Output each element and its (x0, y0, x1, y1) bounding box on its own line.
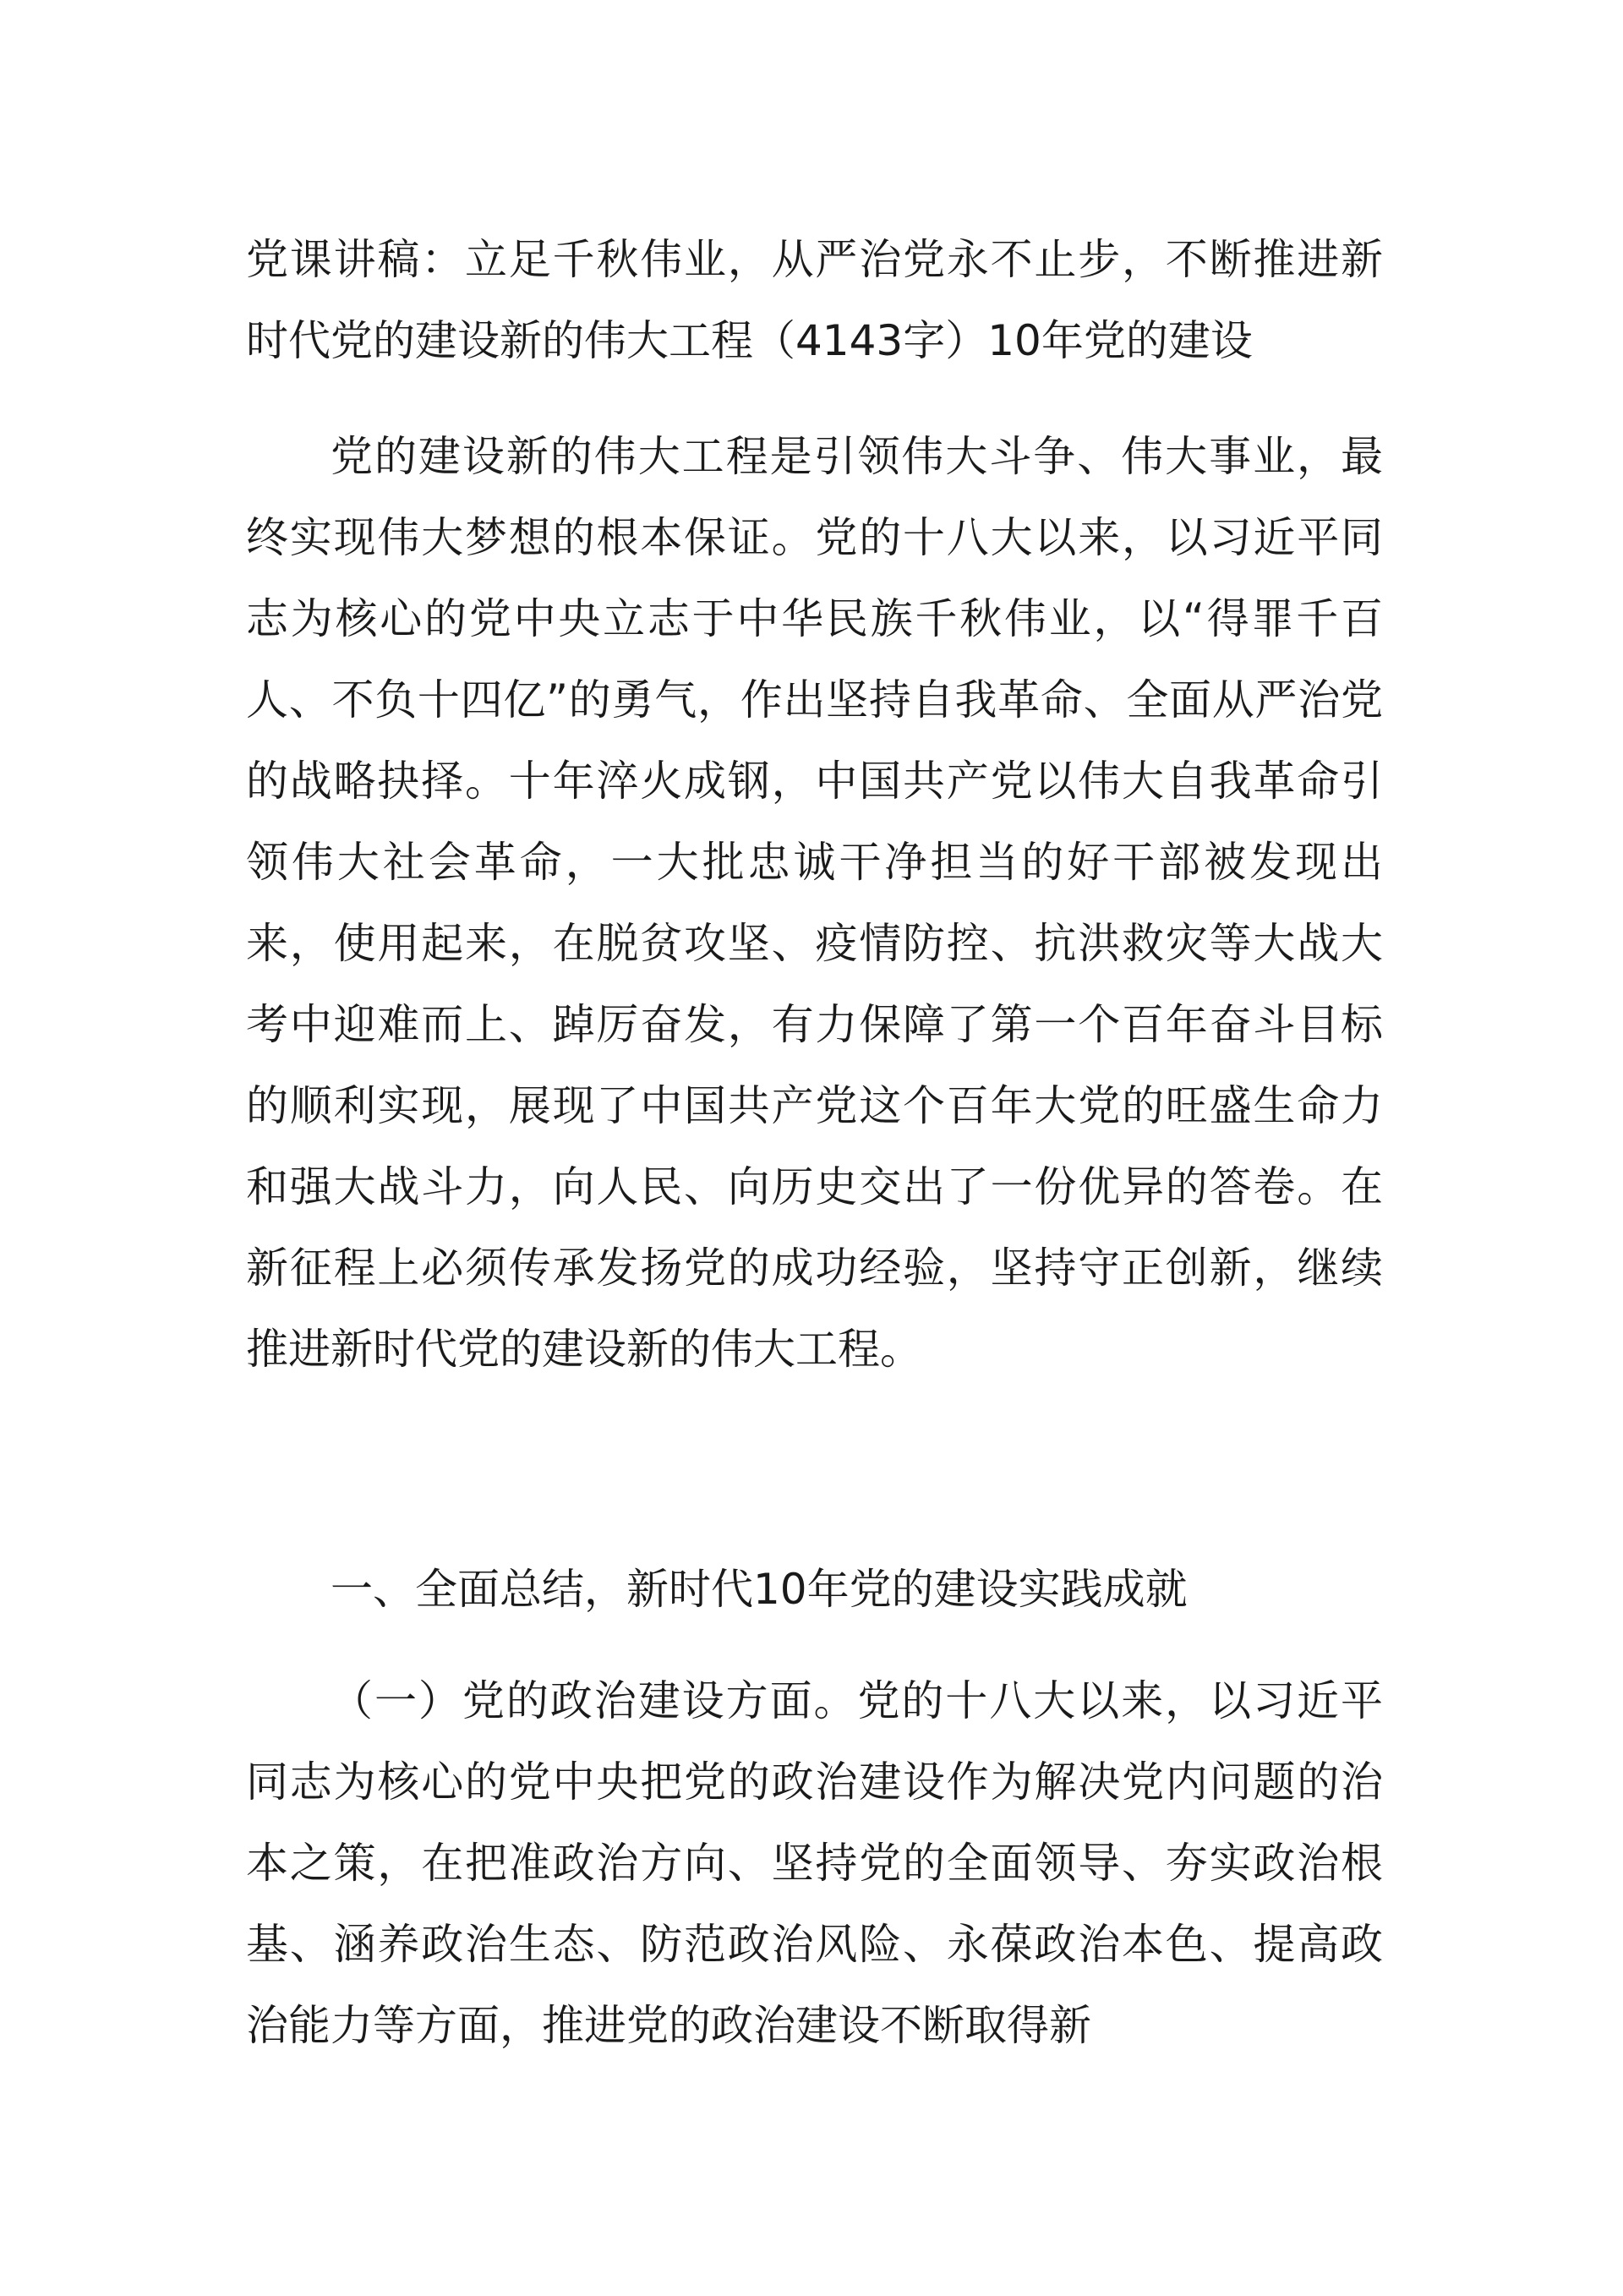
title-text: 党课讲稿：立足千秋伟业，从严治党永不止步，不断推进新时代党的建设新的伟大工程（4143字）10年党的建设 (246, 235, 1383, 365)
section-heading (246, 1549, 1383, 1630)
intro-paragraph (246, 416, 1383, 1390)
subsection-paragraph (246, 1660, 1383, 2066)
intro-text: 党的建设新的伟大工程是引领伟大斗争、伟大事业，最终实现伟大梦想的根本保证。党的十八大以来，以习近平同志为核心的党中央立志于中华民族千秋伟业，以“得罪千百人、不负十四亿”的勇气，作出坚持自我革命、全面从严治党的战略抉择。十年淬火成钢，中国共产党以伟大自我革命引领伟大社会革命，一大批忠诚干净担当的好干部被发现出来，使用起来，在脱贫攻坚、疫情防控、抗洪救灾等大战大考中迎难而上、踔厉奋发，有力保障了第一个百年奋斗目标的顺利实现，展现了中国共产党这个百年大党的旺盛生命力和强大战斗力，向人民、向历史交出了一份优异的答卷。在新征程上必须传承发扬党的成功经验，坚持守正创新，继续推进新时代党的建设新的伟大工程。 (246, 432, 1383, 1374)
section-heading-text: 一、全面总结，新时代10年党的建设实践成就 (331, 1565, 1188, 1614)
document-title (246, 219, 1383, 381)
subsection-text: （一）党的政治建设方面。党的十八大以来，以习近平同志为核心的党中央把党的政治建设作为解决党内问题的治本之策，在把准政治方向、坚持党的全面领导、夯实政治根基、涵养政治生态、防范政治风险、永葆政治本色、提高政治能力等方面，推进党的政治建设不断取得新 (246, 1676, 1383, 2050)
